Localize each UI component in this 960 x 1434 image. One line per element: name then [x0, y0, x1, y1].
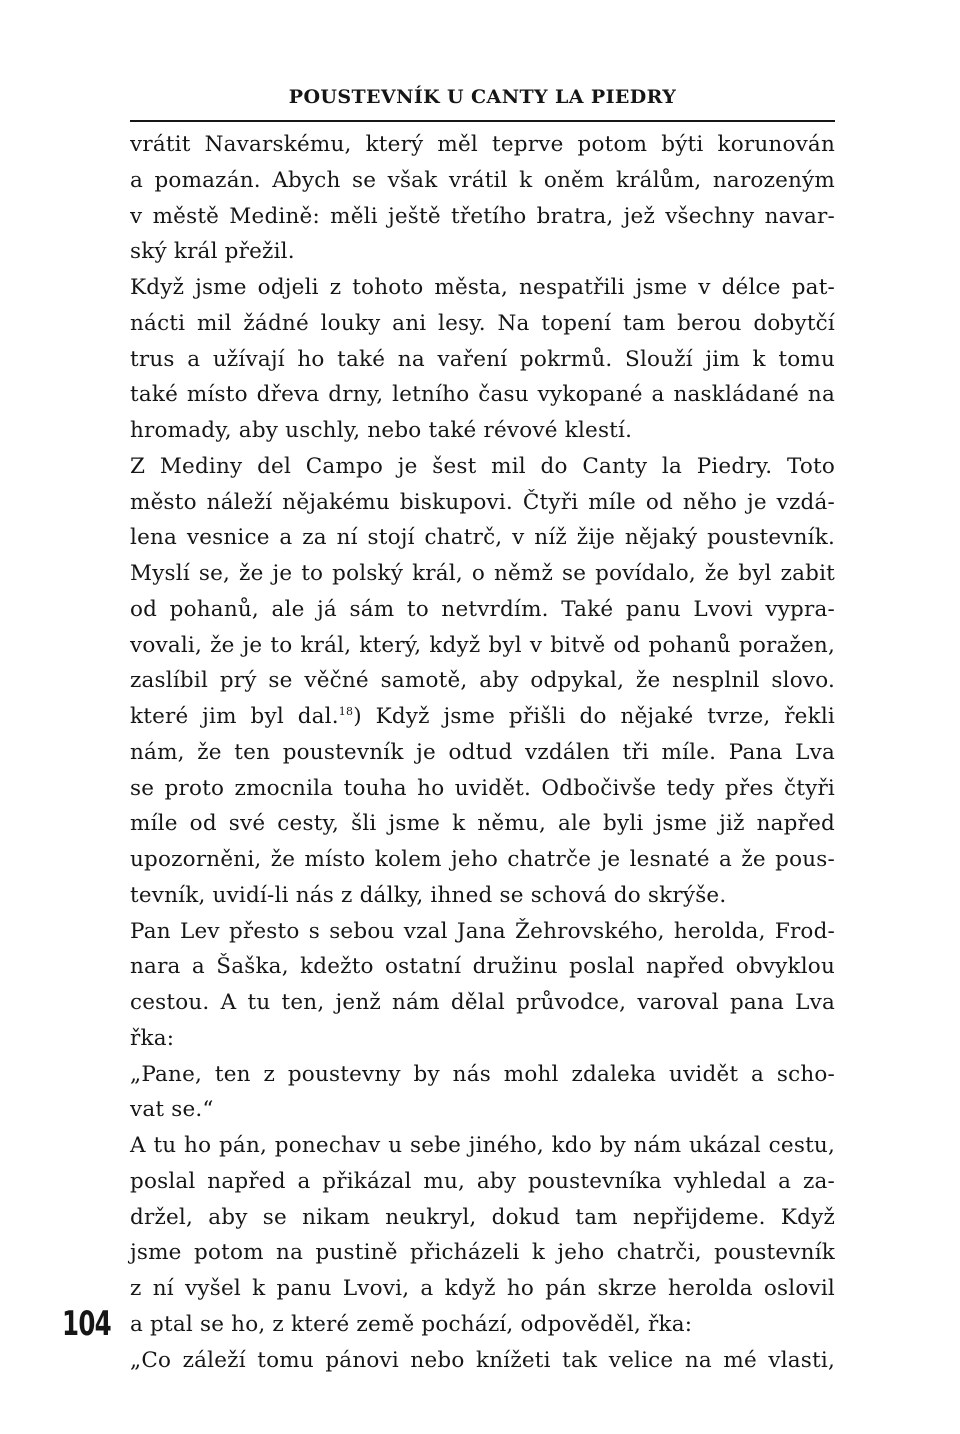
text-line: z ní vyšel k panu Lvovi, a když ho pán skrze herolda oslovil	[130, 1276, 835, 1301]
body-text	[130, 127, 835, 1378]
text-line: poslal napřed a přikázal mu, aby poustevníka vyhledal a za-	[130, 1168, 835, 1194]
text-line: od pohanů, ale já sám to netvrdím. Také panu Lvovi vypra-	[130, 596, 835, 622]
text-line: vat se.“	[130, 1097, 214, 1123]
text-line: upozorněni, že místo kolem jeho chatrče je lesnaté a že pous-	[130, 847, 835, 872]
text-line: tevník, uvidí-li nás z dálky, ihned se schová do skrýše.	[130, 882, 727, 908]
text-line: a ptal se ho, z které země pochází, odpověděl, řka:	[130, 1311, 693, 1337]
text-line: Myslí se, že je to polský král, o němž se povídalo, že byl zabit	[130, 561, 835, 586]
text-line: řka:	[130, 1025, 175, 1051]
text-line: „Co záleží tomu pánovi nebo knížeti tak velice na mé vlasti,	[130, 1347, 835, 1373]
text-line: zaslíbil prý se věčné samotě, aby odpykal, že nesplnil slovo.	[130, 668, 835, 694]
header-rule	[130, 120, 835, 122]
text-line: se proto zmocnila touha ho uvidět. Odbočivše tedy přes čtyři	[130, 775, 835, 801]
text-line: město náleží nějakému biskupovi. Čtyři míle od něho je vzdá-	[130, 489, 835, 515]
text-line: míle od své cesty, šli jsme k němu, ale byli jsme již napřed	[130, 811, 835, 837]
text-line: Když jsme odjeli z tohoto města, nespatřili jsme v délce pat-	[130, 275, 835, 300]
text-segment: ) Když jsme přišli do nějaké tvrze, řekli	[353, 704, 835, 729]
text-line: lena vesnice a za ní stojí chatrč, v níž žije nějaký poustevník.	[130, 525, 835, 551]
text-line: A tu ho pán, ponechav u sebe jiného, kdo by nám ukázal cestu,	[130, 1133, 835, 1158]
text-line: jsme potom na pustině přicházeli k jeho chatrči, poustevník	[130, 1240, 835, 1266]
text-line: vovali, že je to král, který, když byl v bitvě od pohanů poražen,	[130, 632, 835, 658]
text-line: nara a Šaška, kdežto ostatní družinu poslal napřed obvyklou	[130, 954, 835, 980]
running-header: POUSTEVNÍK U CANTY LA PIEDRY	[288, 86, 677, 108]
text-line: trus a užívají ho také na vaření pokrmů. Slouží jim k tomu	[130, 346, 835, 372]
text-line: cestou. A tu ten, jenž nám dělal průvodce, varoval pana Lva	[130, 990, 835, 1015]
page-number: 104	[62, 1304, 111, 1344]
text-line: nám, že ten poustevník je odtud vzdálen tři míle. Pana Lva	[130, 739, 835, 765]
text-line: držel, aby se nikam neukryl, dokud tam nepřijdeme. Když	[130, 1204, 835, 1230]
text-line: Z Mediny del Campo je šest mil do Canty la Piedry. Toto	[130, 453, 835, 479]
text-line: hromady, aby uschly, nebo také révové klestí.	[130, 418, 633, 443]
text-line: také místo dřeva drny, letního času vykopané a naskládané na	[130, 382, 835, 408]
text-line: „Pane, ten z poustevny by nás mohl zdaleka uvidět a scho-	[130, 1061, 835, 1087]
text-line: Pan Lev přesto s sebou vzal Jana Žehrovského, herolda, Frod-	[130, 918, 835, 944]
text-line	[130, 699, 835, 735]
text-line: v městě Medině: měli ještě třetího bratra, jež všechny navar-	[130, 203, 835, 229]
text-line: a pomazán. Abych se však vrátil k oněm králům, narozeným	[130, 167, 835, 193]
text-line: nácti mil žádné louky ani lesy. Na topení tam berou dobytčí	[130, 310, 835, 336]
text-line: vrátit Navarskému, který měl teprve potom býti korunován	[130, 132, 835, 157]
text-segment: které jim byl dal.	[130, 704, 339, 729]
text-line: ský král přežil.	[130, 239, 295, 265]
footnote-reference: 18	[338, 705, 354, 718]
